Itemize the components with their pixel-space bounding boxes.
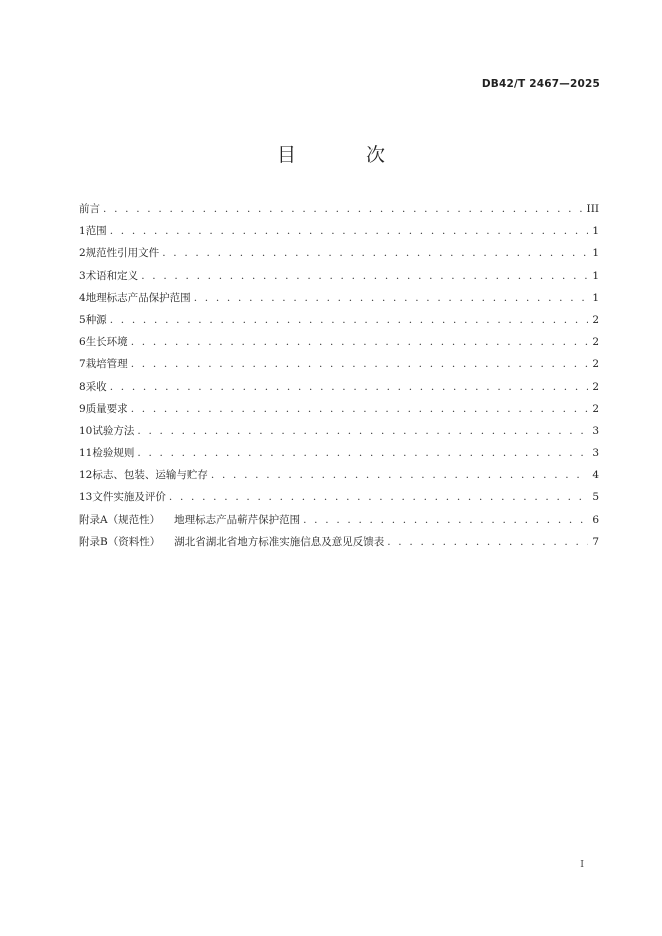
toc-entry-label: 试验方法 [92, 424, 135, 437]
toc-page-number: 7 [592, 535, 599, 548]
toc-entry-label: 范围 [85, 225, 107, 238]
toc-entry-cultivation[interactable] [79, 353, 599, 375]
toc-section-number: 5 [79, 313, 86, 326]
toc-section-number: 2 [79, 247, 86, 260]
toc-page-number: 1 [592, 225, 599, 238]
toc-dot-leader [103, 198, 583, 220]
page-title: 目 次 [276, 144, 418, 166]
toc-section-number: 8 [79, 380, 86, 393]
toc-page-number: 3 [592, 447, 599, 460]
toc-section-number: 10 [79, 424, 93, 437]
toc-entry-appendix-b[interactable] [79, 531, 599, 553]
toc-entry-normative-references[interactable] [79, 242, 599, 264]
table-of-contents [79, 198, 599, 553]
toc-section-number: 11 [79, 447, 93, 460]
toc-dot-leader [137, 420, 588, 442]
toc-entry-quality-requirements[interactable] [79, 398, 599, 420]
toc-entry-implementation-evaluation[interactable] [79, 486, 599, 508]
toc-dot-leader [110, 376, 589, 398]
toc-entry-growth-environment[interactable] [79, 331, 599, 353]
toc-entry-label: 采收 [85, 380, 107, 393]
toc-page-number: 1 [592, 269, 599, 282]
toc-dot-leader [137, 442, 588, 464]
toc-entry-label: 检验规则 [92, 447, 135, 460]
toc-entry-label: 种源 [85, 313, 107, 326]
toc-appendix-title: 地理标志产品蕲芹保护范围 [174, 513, 301, 526]
toc-entry-label: 地理标志产品保护范围 [85, 291, 191, 304]
toc-page-number: III [586, 203, 599, 215]
toc-entry-inspection-rules[interactable] [79, 442, 599, 464]
toc-entry-terms-definitions[interactable] [79, 265, 599, 287]
toc-entry-protection-scope[interactable] [79, 287, 599, 309]
toc-section-number: 9 [79, 402, 86, 415]
toc-dot-leader [131, 398, 589, 420]
toc-entry-test-methods[interactable] [79, 420, 599, 442]
toc-appendix-label: 附录B（资料性） [79, 535, 161, 548]
toc-entry-label: 生长环境 [85, 336, 128, 349]
page-footer-number: I [580, 859, 584, 870]
toc-page-number: 6 [592, 513, 599, 526]
toc-page-number: 2 [592, 380, 599, 393]
toc-entry-label: 栽培管理 [85, 358, 128, 371]
toc-section-number: 3 [79, 269, 86, 282]
toc-page-number: 3 [592, 424, 599, 437]
toc-dot-leader [194, 287, 589, 309]
toc-page-number: 2 [592, 336, 599, 349]
toc-entry-label: 质量要求 [85, 402, 128, 415]
toc-page-number: 2 [592, 358, 599, 371]
toc-dot-leader [387, 531, 588, 553]
toc-dot-leader [131, 353, 589, 375]
toc-page-number: 1 [592, 247, 599, 260]
toc-dot-leader [110, 220, 589, 242]
toc-dot-leader [162, 242, 588, 264]
toc-dot-leader [110, 309, 589, 331]
toc-dot-leader [169, 486, 588, 508]
toc-page-number: 1 [592, 291, 599, 304]
toc-dot-leader [211, 464, 588, 486]
toc-entry-appendix-a[interactable] [79, 509, 599, 531]
toc-dot-leader [141, 265, 588, 287]
toc-entry-label: 前言 [79, 203, 100, 215]
toc-section-number: 4 [79, 291, 86, 304]
toc-entry-foreword[interactable] [79, 198, 599, 220]
toc-entry-label: 文件实施及评价 [92, 491, 166, 504]
toc-page-number: 5 [592, 491, 599, 504]
toc-entry-label: 规范性引用文件 [85, 247, 160, 260]
toc-section-number: 7 [79, 358, 86, 371]
toc-entry-marking-packaging[interactable] [79, 464, 599, 486]
toc-page-number: 4 [592, 469, 599, 482]
toc-appendix-title: 湖北省湖北省地方标准实施信息及意见反馈表 [174, 535, 385, 548]
toc-entry-harvest[interactable] [79, 376, 599, 398]
toc-page-number: 2 [592, 402, 599, 415]
toc-entry-seed-source[interactable] [79, 309, 599, 331]
toc-dot-leader [131, 331, 589, 353]
standard-code: DB42/T 2467—2025 [481, 78, 600, 90]
toc-entry-label: 术语和定义 [85, 269, 139, 282]
toc-dot-leader [303, 509, 588, 531]
toc-section-number: 6 [79, 336, 86, 349]
toc-entry-label: 标志、包装、运输与贮存 [92, 469, 208, 482]
toc-entry-scope[interactable] [79, 220, 599, 242]
toc-section-number: 13 [79, 491, 93, 504]
toc-page-number: 2 [592, 313, 599, 326]
toc-section-number: 1 [79, 225, 86, 238]
toc-appendix-label: 附录A（规范性） [79, 513, 161, 526]
toc-section-number: 12 [79, 469, 93, 482]
